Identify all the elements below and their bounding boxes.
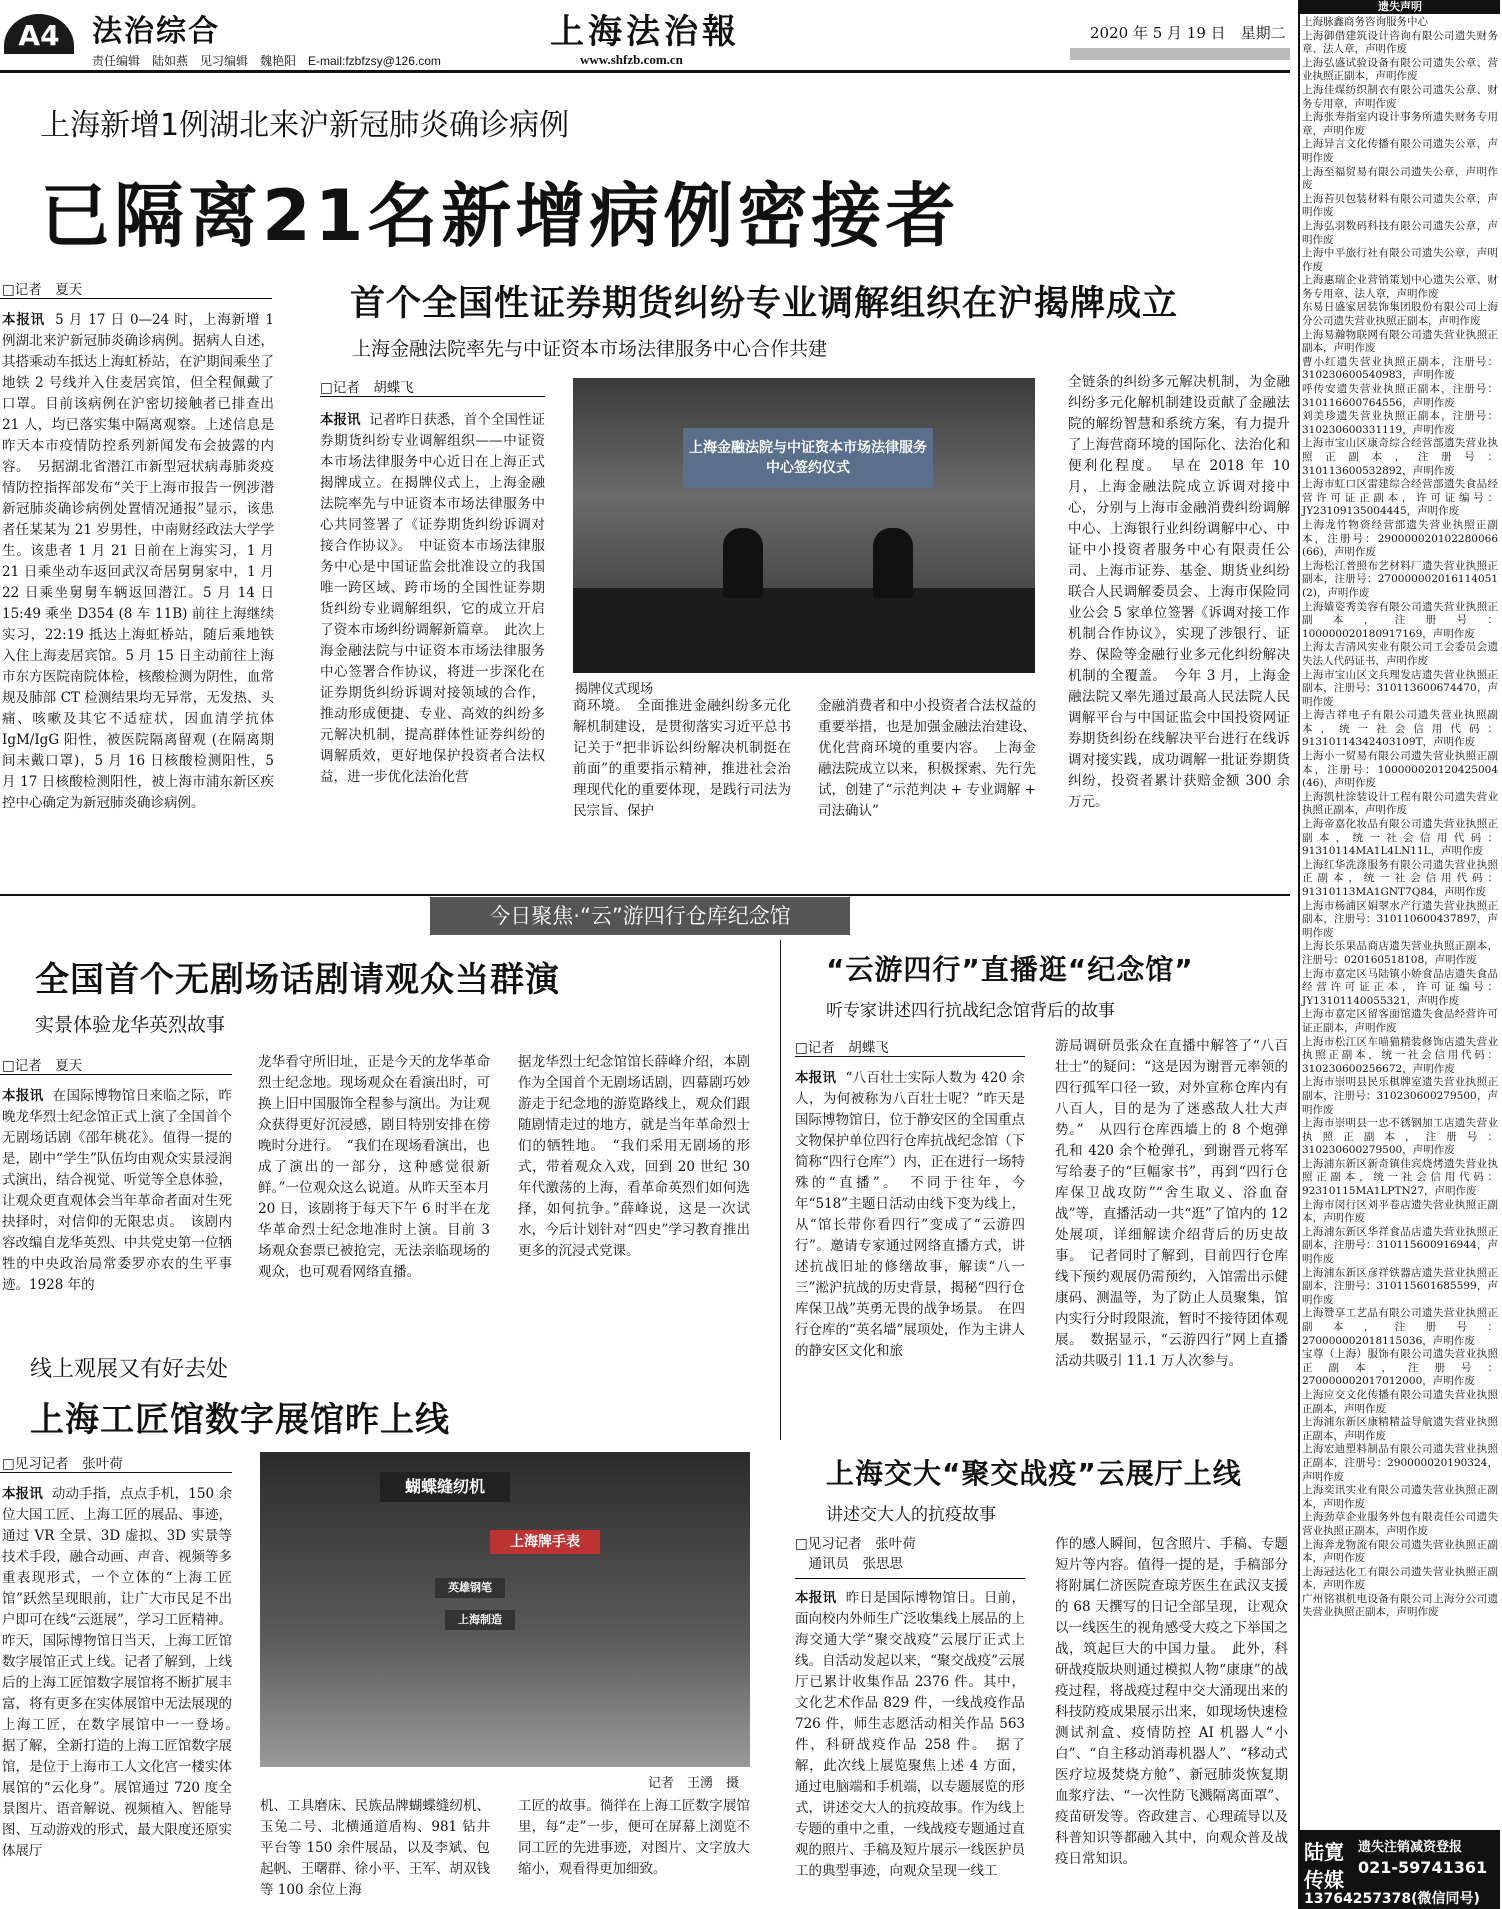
drama-subhead: 实景体验龙华英烈故事 (35, 1014, 226, 1036)
sjtu-col2: 作的感人瞬间，包含照片、手稿、专题短片等内容。值得一提的是，手稿部分将附属仁济医院查琼芳医生在武汉支援的 68 天撰写的日记全部呈现，让观众以一线医生的视角感受大疫之下举国之战，筑起巨大的中国力量。 此外，科研战疫版块则通过模拟人物“康康”的战疫过程，将战疫过程中交大涌现出来的科技防疫成果展示出来，如现场快速检测试剂盒、疫情防控 AI 机器人“小白”、“自主移动消毒机器人”、“移动式医疗垃圾焚烧方舱”、新冠肺炎恢复期血浆疗法、“一次性防飞溅隔离面罩”、疫苗研发等。咨政建言、心理疏导以及科普知识等都融入其中，向观众普及战疫日常知识。 (1055, 1536, 1288, 1867)
securities-col3: 金融消费者和中小投资者合法权益的重要举措，也是加强金融法治建设、优化营商环境的重要内容。 上海金融法院成立以来，积极探索、先行先试，创建了“示范判决 + 专业调解 + 司法确认” (818, 698, 1036, 819)
sihang-col1-text: “八百壮士实际人数为 420 余人，为何被称为八百壮士呢？”昨天是国际博物馆日，位于静安区的全国重点文物保护单位四行仓库抗战纪念馆（下简称“四行仓库”）内，正在进行一场特殊的“直播”。 不同于往年，今年“518”主题日活动由线下变为线上，从“馆长带你看四行”变成了“云游四行”。邀请专家通过网络直播方式，讲述抗战旧址的修缮故事，解读“八一三”淞沪抗战的历史背景，揭秘“四行仓库保卫战”英勇无畏的战争场景。 在四行仓库的“英名墙”展项处，作为主讲人的静安区文化和旅 (795, 1070, 1025, 1359)
notice-item: 上海市杨浦区娟翠水产行遗失营业执照正副本，注册号：310110600437897，声明作废 (1302, 899, 1498, 939)
lead-body-lead: 本报讯 (2, 312, 45, 328)
drama-lead: 本报讯 (2, 1088, 44, 1104)
notice-item: 上海市嘉定区留客面馆遗失食品经营许可证正副本，声明作废 (1302, 1008, 1498, 1034)
lead-byline-rule (0, 298, 272, 299)
photo-table (573, 588, 1035, 673)
drama-byline-rule (0, 1074, 232, 1075)
ad-service: 遗失注销减资登报 (1358, 1840, 1463, 1855)
signing-ceremony-photo (573, 378, 1035, 673)
photo-sign-1: 蝴蝶缝纫机 (380, 1472, 510, 1502)
sihang-col1 (795, 1068, 1025, 1448)
notice-item: 上海吉祥电子有限公司遗失营业执照副本，统一社会信用代码：91310114342403109T，声明作废 (1302, 709, 1498, 749)
notice-item: 上海异言文化传播有限公司遗失公章，声明作废 (1302, 138, 1498, 164)
sjtu-byline-rule (795, 1578, 1025, 1579)
ad-name: 陆寛 (1304, 1840, 1344, 1864)
sihang-headline: “云游四行”直播逛“纪念馆” (826, 953, 1194, 986)
notice-item: 广州铭祺机电设备有限公司上海分公司遗失营业执照正副本，声明作废 (1302, 1592, 1498, 1619)
craftsman-hall-photo (260, 1452, 750, 1767)
column-divider (780, 940, 781, 1440)
notices-title: 遗失声明 (1300, 0, 1500, 14)
photo-person-right (873, 528, 913, 598)
drama-col3: 据龙华烈士纪念馆馆长薛峰介绍，本剧作为全国首个无剧场话剧，四幕剧巧妙游走于纪念地的游览路线上，观众们跟随剧情走过的地方，就是当年革命烈士们的牺牲地。 “我们采用无剧场的形式，带着观众入戏，回到 20 世纪 30 年代激荡的上海，看革命英烈们如何选择，如何抗争。”薛峰说，这是一次试水，今后计划针对“四史”学习教育推出更多的沉浸式党课。 (518, 1054, 750, 1259)
securities-col1 (320, 410, 545, 888)
lead-body (2, 310, 274, 880)
sihang-byline-rule (795, 1056, 1025, 1057)
sjtu-lead: 本报讯 (795, 1590, 837, 1606)
editors-line: 责任编辑 陆如燕 见习编辑 魏艳阳 E-mail:fzbfzsy@126.com (92, 54, 441, 68)
ad-box (1300, 1830, 1500, 1909)
photo-sign-3: 英雄钢笔 (435, 1578, 505, 1598)
notice-item: 上海红华洗涤服务有限公司遗失营业执照正副本，统一社会信用代码：91310113MA1GNT7Q84，声明作废 (1302, 858, 1498, 898)
header-gray-bar (1070, 48, 1290, 60)
craftsman-lead: 本报讯 (2, 1486, 43, 1502)
drama-byline: □记者 夏天 (2, 1058, 83, 1074)
securities-lead: 本报讯 (320, 412, 361, 428)
securities-headline: 首个全国性证券期货纠纷专业调解组织在沪揭牌成立 (350, 284, 1179, 324)
notice-item: 宝尊（上海）服饰有限公司遗失营业执照正副本，注册号：270000002017012000，声明作废 (1302, 1348, 1498, 1388)
sjtu-byline: □见习记者 张叶荷 通讯员 张思思 (795, 1536, 916, 1572)
notice-item: 上海惠瑞企业营销策划中心遗失公章、财务专用章、法人章，声明作废 (1302, 274, 1498, 300)
craftsman-col3: 工匠的故事。徜徉在上海工匠数字展馆里，每“走”一步，便可在屏幕上浏览不同工匠的先进事迹，对图片、文字放大缩小，观看得更加细致。 (518, 1798, 750, 1877)
lead-byline: □记者 夏天 (2, 282, 83, 298)
notice-item: 上海易瀚物联网有限公司遗失营业执照正副本，声明作废 (1302, 328, 1498, 355)
securities-subhead: 上海金融法院率先与中证资本市场法律服务中心合作共建 (352, 338, 828, 360)
notice-item: 上海赞享工艺品有限公司遗失营业执照正副本，注册号：270000002018115036，声明作废 (1302, 1307, 1498, 1347)
notice-item: 上海佳煤纺织制衣有限公司遗失公章、财务专用章，声明作废 (1302, 83, 1498, 110)
notice-item: 上海市闵行区刘平卷店遗失营业执照正副本，声明作废 (1302, 1198, 1498, 1225)
notice-item: 曹小红遗失营业执照正副本，注册号：310230600540983，声明作废 (1302, 355, 1498, 382)
notice-item: 上海市崇明县一忠不锈钢加工店遗失营业执照正副本，注册号：310230600279500，声明作废 (1302, 1117, 1498, 1157)
lead-kicker: 上海新增1例湖北来沪新冠肺炎确诊病例 (40, 108, 570, 143)
notice-item: 上海小一贸易有限公司遗失营业执照正副本，注册号：100000020120425004 (46)，声明作废 (1302, 750, 1498, 790)
notice-item: 刘美珍遗失营业执照正副本，注册号：310230600331119，声明作废 (1302, 410, 1498, 436)
lead-body-text: 5 月 17 日 0—24 时，上海新增 1 例湖北来沪新冠肺炎确诊病例。据病人自述，其搭乘动车抵达上海虹桥站，在沪期间乘坐了地铁 2 号线并入住麦居宾馆，但全程佩戴了口罩。目前该病例在沪密切接触者已排查出 21 人，均已落实集中隔离观察。上述信息是昨天本市疫情防控系列新闻发布会披露的内容。 另据湖北省潜江市新型冠状病毒肺炎疫情防控指挥部发布“关于上海市报告一例涉潜新冠肺炎确诊病例处置情况通报”显示，该患者任某某为 21 岁男性，中南财经政法大学学生。该患者 1 月 21 日前在上海实习，1 月 21 日乘坐动车返回武汉奇居舅舅家中，1 月 22 日乘坐舅舅车辆返回潜江。5 月 14 日 15:49 乘坐 D354 (8 车 11B) 前往上海继续实习，22:19 抵达上海虹桥站，随后乘地铁入住上海麦居宾馆。5 月 15 日主动前往上海市东方医院南院体检，核酸检测为阴性，血常规及肺部 CT 检测结果均无异常，无发热、头痛、咳嗽及其它不适症状，因血清学抗体IgM/IgG 阳性，被医院隔离留观 (在隔离期间未戴口罩)，5 月 16 日核酸检测阳性，5 月 17 日核酸检测阳性，被上海市浦东新区疾控中心确定为新冠肺炎确诊病例。 (2, 312, 274, 811)
notice-item: 上海松江普照布艺材料厂遗失营业执照正副本，注册号：270000002016114051 (2)，声明作废 (1302, 559, 1498, 599)
drama-headline: 全国首个无剧场话剧请观众当群演 (35, 960, 560, 1000)
notice-item: 上海浦东新区华祥食品店遗失营业执照正副本，注册号：310115600916944，声明作废 (1302, 1225, 1498, 1266)
sihang-lead: 本报讯 (795, 1070, 837, 1086)
notice-item: 上海太吉清风实业有限公司工会委员会遗失法人代码证书，声明作废 (1302, 641, 1498, 667)
sjtu-col1-text: 昨日是国际博物馆日。日前，面向校内外师生广泛收集线上展品的上海交通大学“聚交战疫”云展厅正式上线。自活动发起以来，“聚交战疫”云展厅已累计收集作品 2376 件。其中，文化艺术作品 829 件，一线战疫作品 726 件，师生志愿活动相关作品 563 件，科研战疫作品 258 件。 据了解，此次线上展览聚焦上述 4 方面，通过电脑端和手机端，以专题展览的形式，讲述交大人的抗疫故事。作为线上专题的重中之重，一线战疫专题通过直观的照片、手稿及短片展示一线医护员工的典型事迹，向观众呈现一线工 (795, 1590, 1026, 1879)
craftsman-col1 (2, 1484, 246, 1906)
craftsman-headline: 上海工匠馆数字展馆昨上线 (30, 1400, 450, 1440)
securities-col4: 全链条的纠纷多元解决机制，为金融纠纷多元化解机制建设贡献了金融法院的解纷智慧和系统方案，有力提升了上海营商环境的国际化、法治化和便利化程度。 早在 2018 年 10 月，上海金融法院成立诉调对接中心，分别与上海市金融消费纠纷调解中心、上海银行业纠纷调解中心、中证中小投资者服务中心有限责任公司、上海市证券、基金、期货业纠纷联合人民调解委员会、上海市保险同业公会 5 家单位签署《诉调对接工作机制合作协议》，实现了涉银行、证券、保险等金融行业多元化纠纷解决机制的全覆盖。 今年 3 月，上海金融法院又率先通过最高人民法院人民调解平台与中国证监会中国投资网证券期货纠纷在线解决平台进行在线诉调对接实践，成功调解一批证券期货纠纷，投资者累计获赔金额 300 余万元。 (1068, 374, 1290, 810)
focus-banner: 今日聚焦·“云”游四行仓库纪念馆 (430, 897, 850, 935)
securities-byline-rule (320, 396, 545, 397)
photo-banner: 上海金融法院与中证资本市场法律服务中心签约仪式 (683, 428, 933, 488)
notice-item: 上海浦东新区彦祥铁器店遗失营业执照正副本，注册号：310115601685599，声明作废 (1302, 1266, 1498, 1306)
craftsman-byline-rule (0, 1472, 232, 1473)
notice-item: 上海市虹口区雷建综合经营部遗失食品经营许可证正副本，许可证编号：JY23109135004445，声明作废 (1302, 478, 1498, 518)
issue-date: 2020 年 5 月 19 日 星期二 (1090, 24, 1286, 42)
notice-item: 上海浦东新区康精精益导航遗失营业执照正副本，声明作废 (1302, 1416, 1498, 1442)
notice-item: 上海凯杜涂装设计工程有限公司遗失营业执照正副本，声明作废 (1302, 790, 1498, 817)
notice-item: 上海市宝山区康奇综合经营部遗失营业执照正副本，注册号：310113600532892，声明作废 (1302, 437, 1498, 477)
notice-item: 上海冠达化工有限公司遗失营业执照正副本，声明作废 (1302, 1565, 1498, 1592)
craftsman-kicker: 线上观展又有好去处 (30, 1357, 229, 1382)
craftsman-byline: □见习记者 张叶荷 (2, 1456, 123, 1472)
lead-headline: 已隔离21名新增病例密接者 (40, 175, 960, 257)
drama-col1-text: 在国际博物馆日来临之际，昨晚龙华烈士纪念馆正式上演了全国首个无剧场话剧《邵年桃花》。值得一提的是，剧中“学生”队伍均由观众实景浸润式演出，结合视觉、听觉等全息体验，让观众更直观体会当年革命者面对生死抉择时，对信仰的无限忠贞。 该剧内容改编自龙华英烈、中共党史第一位牺牲的中央政治局常委罗亦农的生平事迹。1928 年的 (2, 1088, 233, 1293)
notice-item: 上海御借建筑设计咨询有限公司遗失财务章、法人章，声明作废 (1302, 29, 1498, 56)
notice-item: 上海市嘉定区马陆镇小娇食品店遗失食品经营许可证正本，许可证编号：JY13101140055321，声明作废 (1302, 967, 1498, 1007)
notice-item: 上海弘盛试验设备有限公司遗失公章、营业执照正副本，声明作废 (1302, 56, 1498, 83)
drama-col2: 龙华看守所旧址，正是今天的龙华革命烈士纪念地。现场观众在看演出时，可换上旧中国服饰全程参与演出。为让观众获得更好沉浸感，剧目特别安排在傍晚时分进行。 “我们在现场看演出，也成了演出的一部分，这种感觉很新鲜。”一位观众这么说道。从昨天至本月 20 日，该剧将于每天下午 6 时半在龙华革命烈士纪念地准时上演。目前 3 场观众套票已被抢完，无法亲临现场的观众，也可观看网络直播。 (258, 1054, 490, 1280)
craftsman-col1-text: 动动手指，点点手机，150 余位大国工匠、上海工匠的展品、事迹，通过 VR 全景、3D 虚拟、3D 实景等技术手段，融合动画、声音、视频等多重表现形式，一个立体的“上海工匠馆”跃然呈现眼前，让广大市民足不出户即可在线“云逛展”，学习工匠精神。昨天，国际博物馆日当天，上海工匠馆数字展馆正式上线。记者了解到，上线后的上海工匠馆数字展馆将不断扩展丰富，将有更多在实体展馆中无法展现的上海工匠，在数字展馆中一一登场。 据了解，全新打造的上海工匠馆数字展馆，是位于上海市工人文化宫一楼实体展馆的“云化身”。展馆通过 720 度全景图片、语音解说、视频植入、智能导图、互动游戏的形式，最大限度还原实体展厅 (2, 1486, 246, 1859)
ad-phone[interactable]: 021-59741361 (1358, 1858, 1488, 1877)
notice-item: 上海嫱姿秀美容有限公司遗失营业执照正副本，注册号：100000020180917169，声明作废 (1302, 600, 1498, 640)
notice-item: 上海苔贝包装材料有限公司遗失公章，声明作废 (1302, 192, 1498, 219)
sjtu-col1 (795, 1588, 1025, 1906)
securities-col1-text: 记者昨日获悉，首个全国性证券期货纠纷专业调解组织——中证资本市场法律服务中心近日在上海正式揭牌成立。在揭牌仪式上，上海金融法院率先与中证资本市场法律服务中心共同签署了《证券期货纠纷诉调对接合作协议》。 中证资本市场法律服务中心是中国证监会批准设立的我国唯一跨区域、跨市场的全国性证券期货纠纷专业调解组织，它的成立开启了资本市场纠纷调解新篇章。 此次上海金融法院与中证资本市场法律服务中心签署合作协议，将进一步深化在证券期货纠纷诉调对接领域的合作，推动形成便捷、专业、高效的纠纷多元解决机制，提高群体性证券纠纷的调解质效，更好地保护投资者合法权益，进一步优化法治化营 (320, 412, 546, 785)
notice-item: 上海龙竹物资经营部遗失营业执照正副本，注册号：290000020102280066 (66)，声明作废 (1302, 518, 1498, 559)
notice-item: 上海奕讯实业有限公司遗失营业执照正副本，声明作废 (1302, 1484, 1498, 1510)
photo-person-left (723, 528, 763, 598)
craftsman-photo-caption: 记者 王湧 摄 (648, 1776, 740, 1791)
page-number-tab: A4 (4, 14, 74, 54)
securities-col2: 商环境。 全面推进金融纠纷多元化解机制建设，是贯彻落实习近平总书记关于“把非诉讼纠纷解决机制挺在前面”的重要指示精神，推进社会治理现代化的重要体现，是践行司法为民宗旨、保护 (573, 698, 791, 819)
section-divider (0, 894, 1290, 896)
notices-list (1302, 16, 1498, 1826)
sjtu-subhead: 讲述交大人的抗疫故事 (826, 1505, 996, 1525)
header-rule (0, 70, 1290, 73)
notice-item: 上海市松江区车喵猫精装修饰店遗失营业执照正副本，统一社会信用代码：310230600256672，声明作废 (1302, 1035, 1498, 1075)
notice-item: 上海帝嘉化妆品有限公司遗失营业执照正副本，统一社会信用代码：91310114MA1L4LN11L，声明作废 (1302, 818, 1498, 858)
notice-item: 东易日盛家居装饰集团股份有限公司上海分公司遗失营业执照正副本，声明作废 (1302, 301, 1498, 328)
notice-item: 上海张寿指室内设计事务所遗失财务专用章，声明作废 (1302, 111, 1498, 137)
notice-item: 上海中平旅行社有限公司遗失公章，声明作废 (1302, 247, 1498, 273)
signing-photo-caption: 揭牌仪式现场 (575, 682, 654, 697)
notice-item: 上海脉鑫商务咨询服务中心 (1302, 16, 1428, 28)
notice-item: 呼传安遗失营业执照正副本，注册号：310116600764556，声明作废 (1302, 383, 1498, 409)
sihang-byline: □记者 胡蝶飞 (795, 1040, 889, 1056)
notice-item: 上海长乐果品商店遗失营业执照正副本，注册号：020160518108，声明作废 (1302, 940, 1498, 966)
section-name: 法治综合 (92, 14, 220, 49)
drama-col1 (2, 1086, 232, 1316)
notice-item: 上海应交文化传播有限公司遗失营业执照正副本，声明作废 (1302, 1388, 1498, 1415)
notice-item: 上海弘羽数码科技有限公司遗失公章，声明作废 (1302, 219, 1498, 246)
craftsman-col2: 机、工具磨床、民族品牌蝴蝶缝纫机、玉兔二号、北横通道盾构、981 钻井平台等 150 余件展品，以及李斌、包起帆、王曙群、徐小平、王军、胡双钱等 100 余位上海 (260, 1798, 490, 1898)
notice-item: 上海奔龙物流有限公司遗失营业执照正副本，声明作废 (1302, 1538, 1498, 1565)
sihang-subhead: 听专家讲述四行抗战纪念馆背后的故事 (826, 1001, 1115, 1021)
newspaper-logo: 上海法治報 (550, 12, 740, 52)
securities-byline: □记者 胡蝶飞 (320, 380, 414, 396)
notice-item: 上海市宝山区文兵理发店遗失营业执照正副本，注册号：310113600674470，声明作废 (1302, 668, 1498, 708)
notice-item: 上海劲草企业服务外包有限责任公司遗失营业执照正副本，声明作废 (1302, 1511, 1498, 1537)
notice-item: 上海至福贸易有限公司遗失公章，声明作废 (1302, 165, 1498, 192)
website-url[interactable]: www.shfzb.com.cn (580, 52, 683, 67)
photo-sign-4: 上海制造 (445, 1610, 515, 1630)
sjtu-headline: 上海交大“聚交战疫”云展厅上线 (826, 1457, 1242, 1490)
notice-item: 上海市崇明县民乐棋牌室遗失营业执照正副本，注册号：310230600279500，声明作废 (1302, 1076, 1498, 1116)
notice-item: 上海浦东新区新奇镇佳宾烧烤遗失营业执照正副本，统一社会信用代码：92310115MA1LPTN27，声明作废 (1302, 1157, 1498, 1198)
ad-brand: 传媒 (1304, 1868, 1344, 1892)
notice-item: 上海宏迪塑料制品有限公司遗失营业执照正副本，注册号：290000020190324，声明作废 (1302, 1443, 1498, 1483)
sihang-col2: 游局调研员张众在直播中解答了“八百壮士”的疑问：“这是因为谢晋元率领的四行孤军口径一致，对外宣称仓库内有八百人，目的是为了迷惑敌人壮大声势。” 从四行仓库西墙上的 8 个炮弹孔和 420 余个枪弹孔，到谢晋元将军写给妻子的“巨幅家书”，再到“四行仓库保卫战攻防”“舍生取义、浴血奋战”等，直播活动一共“逛”了馆内的 12 处展项，详细解读介绍背后的历史故事。 记者同时了解到，目前四行仓库线下预约观展仍需预约，入馆需出示健康码、测温等，为了防止人员聚集，馆内实行分时段限流，暂时不接待团体观展。 数据显示，“云游四行”网上直播活动共吸引 11.1 万人次参与。 (1055, 1038, 1288, 1369)
photo-sign-2: 上海牌手表 (490, 1530, 600, 1554)
ad-mobile[interactable]: 13764257378(微信同号) (1304, 1891, 1480, 1907)
